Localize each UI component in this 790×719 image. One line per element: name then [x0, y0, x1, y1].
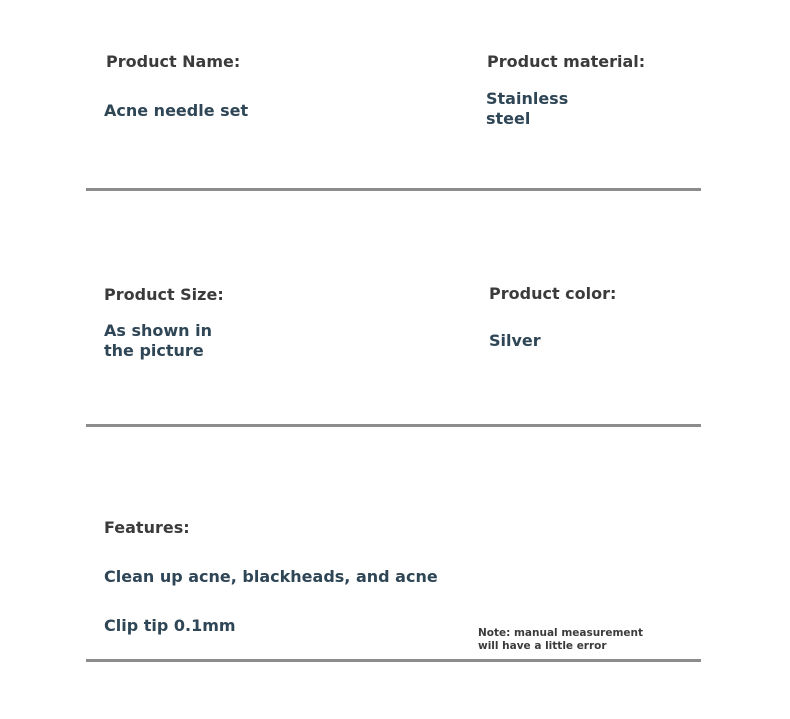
measurement-note-line1: Note: manual measurement	[478, 627, 644, 639]
product-name-value: Acne needle set	[104, 101, 249, 120]
product-size-value	[104, 321, 212, 361]
feature-item-2: Clip tip 0.1mm	[104, 616, 236, 635]
measurement-note-line2: will have a little error	[478, 640, 607, 652]
section-divider-1	[86, 188, 701, 191]
product-size-value-line2: the picture	[104, 341, 204, 360]
product-size-label: Product Size:	[104, 285, 224, 304]
measurement-note	[478, 627, 643, 653]
product-material-value-line2: steel	[486, 109, 531, 128]
section-divider-2	[86, 424, 701, 427]
product-color-value: Silver	[489, 331, 541, 350]
product-material-value	[486, 89, 568, 129]
product-material-value-line1: Stainless	[486, 89, 569, 108]
product-color-label: Product color:	[489, 284, 617, 303]
product-size-value-line1: As shown in	[104, 321, 212, 340]
section-divider-3	[86, 659, 701, 662]
features-label: Features:	[104, 518, 190, 537]
product-name-label: Product Name:	[106, 52, 241, 71]
feature-item-1: Clean up acne, blackheads, and acne	[104, 567, 438, 586]
product-material-label: Product material:	[487, 52, 646, 71]
